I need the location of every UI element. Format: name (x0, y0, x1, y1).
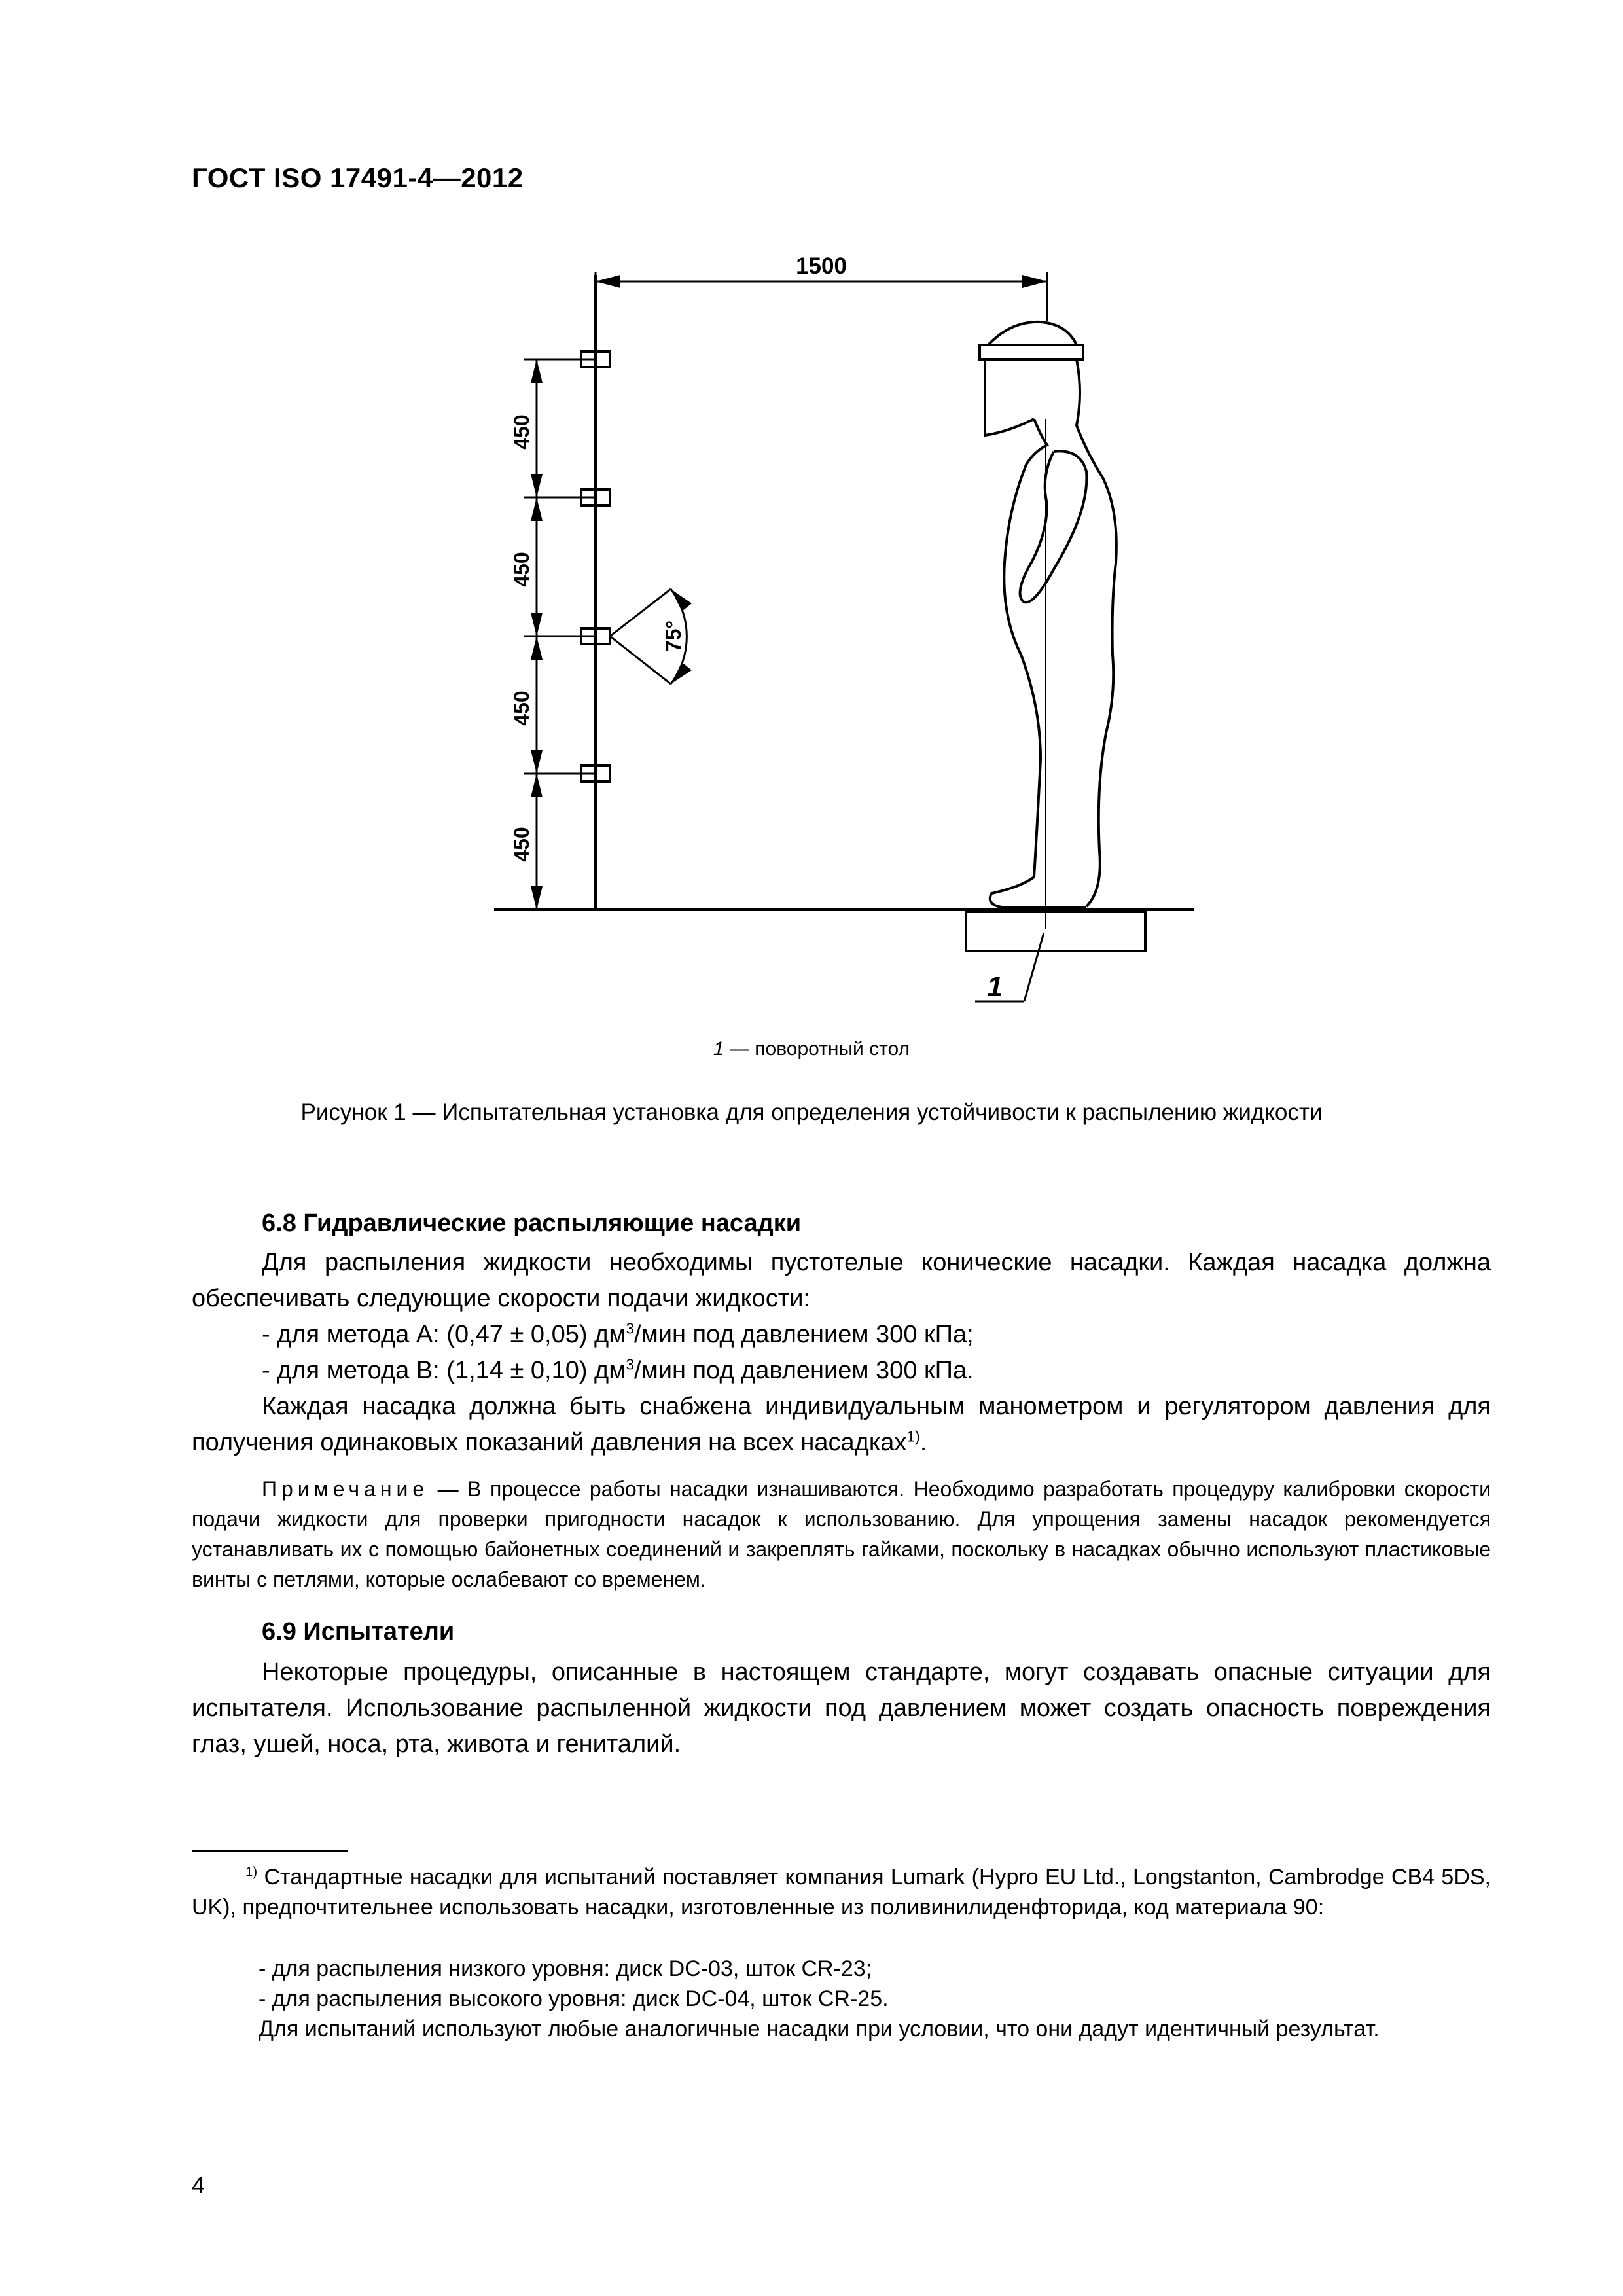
figure-legend (0, 1038, 1623, 1060)
height-dim-3: 450 (510, 691, 533, 726)
figure-caption: Рисунок 1 — Испытательная установка для определения устойчивости к распылению жидкости (300, 1100, 1323, 1125)
legend-text: — поворотный стол (724, 1038, 910, 1060)
callout-number: 1 (987, 971, 1003, 1003)
section-6-9-para: Некоторые процедуры, описанные в настоящем стандарте, могут создавать опасные ситуации для испытателя. Использование распыленной жидкости под давлением может создать опасность повреждения глаз, ушей, носа, рта, живота и гениталий. (192, 1659, 1491, 1758)
height-dim-4: 450 (510, 827, 533, 862)
footnote-mark: 1) (245, 1865, 258, 1880)
document-header: ГОСТ ISO 17491-4—2012 (192, 162, 524, 193)
section-6-8-para2: Каждая насадка должна быть снабжена индивидуальным манометром и регулятором давления для получения одинаковых показаний давления на всех насадках$^{1)}$. (192, 1393, 1491, 1456)
note-text: — В процессе работы насадки изнашиваются. Необходимо разработать процедуру калибровки скорости подачи жидкости для проверки пригодности насадок к использованию. Для упрощения замены насадок рекомендуется устанавливать их с помощью байонетных соединений и закреплять гайками, поскольку в насадках обычно используют пластиковые винты с петлями, которые ослабевают со временем. (192, 1477, 1491, 1591)
footnote-item-1: - для распыления низкого уровня: диск DC-03, шток CR-23; (259, 1956, 872, 1981)
section-6-8-para1: Для распыления жидкости необходимы пустотелые конические насадки. Каждая насадка должна обеспечивать следующие скорости подачи жидкости: (192, 1249, 1491, 1312)
height-dim-2: 450 (510, 552, 533, 587)
footnote-ref: 1) (906, 1427, 920, 1445)
height-dim-1: 450 (510, 414, 533, 450)
legend-number: 1 (713, 1038, 724, 1060)
test-setup-figure (0, 0, 1623, 1021)
spray-angle-label: 75° (662, 620, 685, 653)
footnote-text: $^{1)}$ Стандартные насадки для испытаний поставляет компания Lumark (Hypro EU Ltd., Longstanton, Cambrodge CB4 5DS, UK), предпочтительнее использовать насадки, изготовленные из поливинилиденфторида, код материала 90: (192, 1865, 1491, 1920)
section-6-9-heading: 6.9 Испытатели (262, 1618, 455, 1645)
page-number: 4 (192, 2172, 205, 2198)
method-b-item: - для метода В: (1,14 ± 0,10) $дм^3$/мин под давлением 300 кПа. (262, 1355, 974, 1384)
footnote-last: Для испытаний используют любые аналогичные насадки при условии, что они дадут идентичный результат. (259, 2017, 1380, 2041)
note-label: Примечание (262, 1477, 429, 1501)
footnote-rule (192, 1850, 348, 1852)
section-6-8-note (192, 1474, 1491, 1594)
mannequin (980, 322, 1116, 908)
section-6-8-heading: 6.8 Гидравлические распыляющие насадки (262, 1210, 802, 1237)
turntable (966, 912, 1145, 951)
method-a-item: - для метода А: (0,47 ± 0,05) $дм^3$/мин под давлением 300 кПа; (262, 1319, 974, 1348)
footnote-item-2: - для распыления высокого уровня: диск DC-04, шток CR-25. (259, 1986, 889, 2011)
width-dimension-label: 1500 (796, 253, 847, 279)
callout-line (1024, 933, 1044, 1001)
